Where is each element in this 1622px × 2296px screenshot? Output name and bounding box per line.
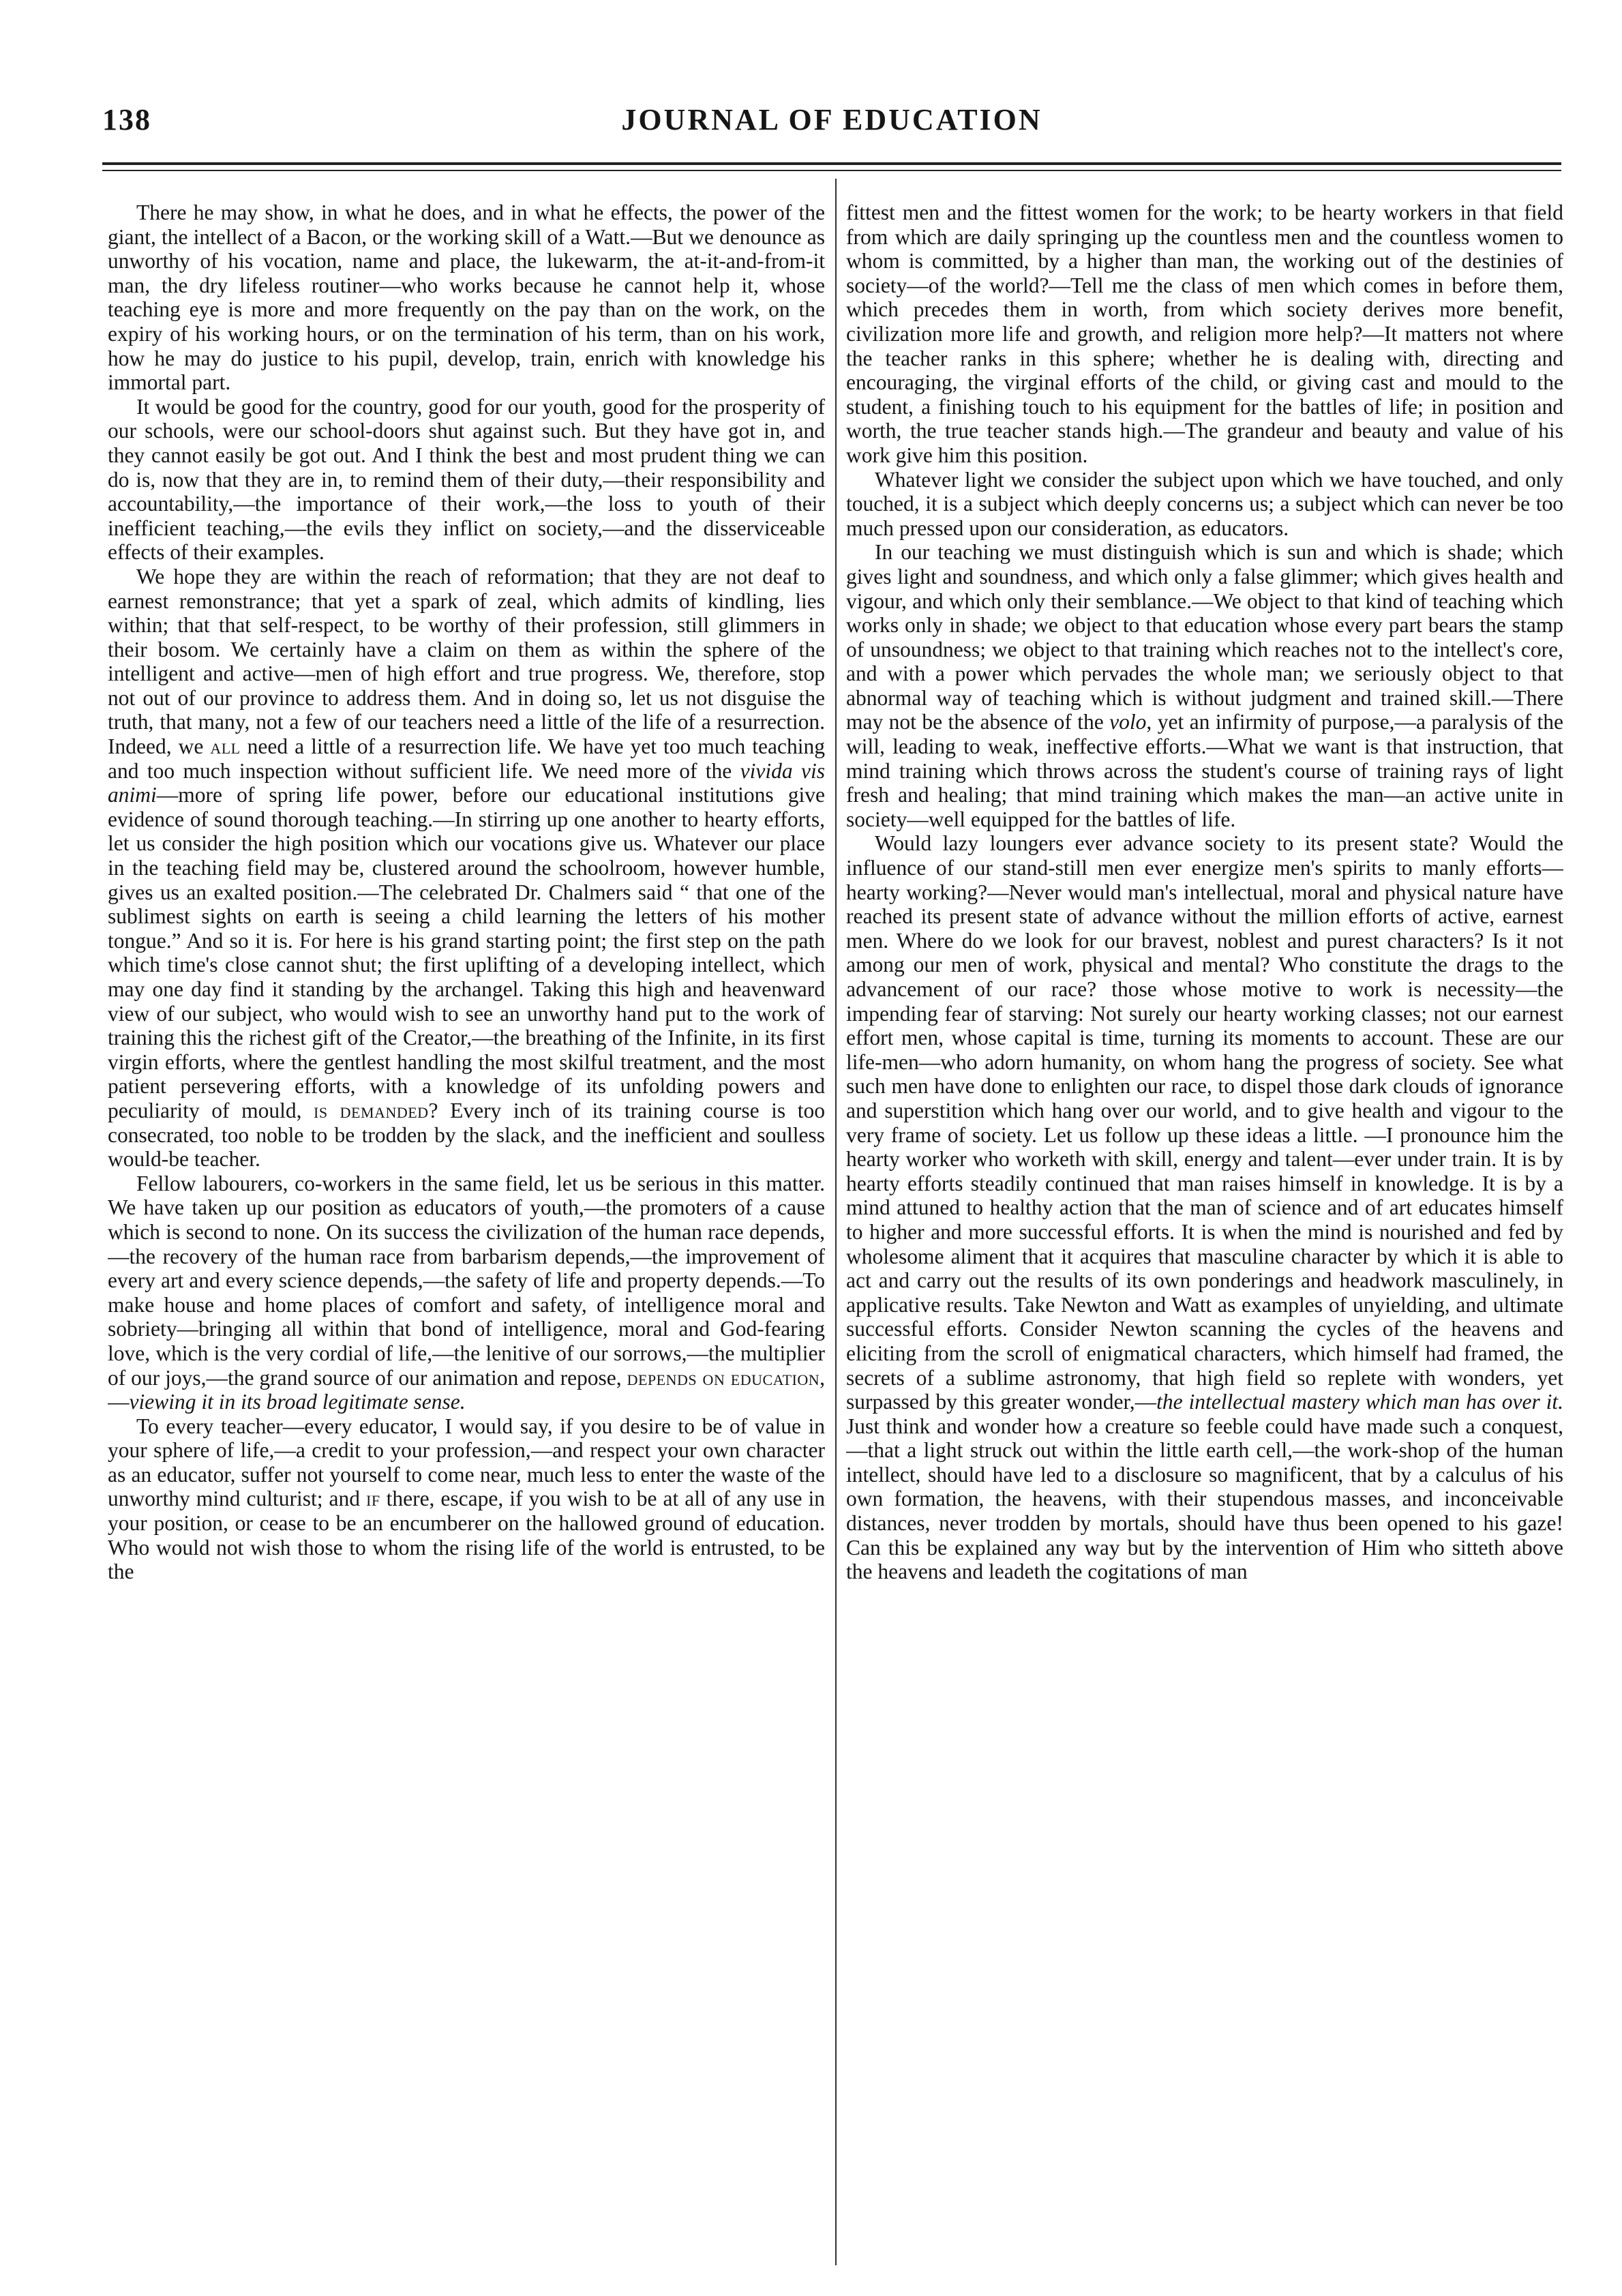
text-run: Just think and wonder how a creature so feeble could have made such a conquest,—that a light struck out within the little earth cell,—the work-shop of the human intellect, should have led to a disclosure so magnificent, that by a calculus of his own formation, the heavens, with their stupendous masses, and inconceivable distances, never trodden by mortals, should have thus been opened to his gaze! Can this be explained any way but by the intervention of Him who sitteth above the heavens and leadeth the cogitations of man [846,1414,1563,1584]
paragraph-continued: fittest men and the fittest women for the work; to be hearty workers in that field from which are daily springing up the countless men and the countless women to whom is committed, by a higher than man, the working out of the destinies of society—of the world?—Tell me the class of men which comes in before them, which precedes them in worth, from which society derives more benefit, civilization more life and growth, and religion more help?—It matters not where the teacher ranks in this sphere; whether he is dealing with, directing and encouraging, the virginal efforts of the child, or giving cast and mould to the student, a finishing touch to his equipment for the battles of life; in position and worth, the true teacher stands high.—The grandeur and beauty and value of his work give him this position. [846,200,1563,467]
paragraph [846,831,1563,1583]
paragraph [108,1414,825,1584]
text-run: ,— [108,1365,825,1414]
paragraph: There he may show, in what he does, and in what he effects, the power of the giant, the intellect of a Bacon, or the working skill of a Watt.—But we denounce as unworthy of his vocation, name and place, the lukewarm, the at-it-and-from-it man, the dry lifeless routiner—who works because he cannot help it, whose teaching eye is more and more frequently on the pay than on the work, on the expiry of his working hours, or on the termination of his term, than on his work, how he may do justice to his pupil, develop, train, enrich with knowledge his immortal part. [108,200,825,395]
paragraph [108,565,825,1172]
paragraph: It would be good for the country, good for our youth, good for the prosperity of our schools, were our school-doors shut against such. But they have got in, and they cannot easily be got out. And I think the best and most prudent thing we can do is, now that they are in, to remind them of their duty,—their responsibility and accountability,—the importance of their work,—the loss to youth of their inefficient teaching,—the evils they inflict on society,—and the disserviceable effects of their examples. [108,394,825,565]
text-run: need a little of a resurrection life. We have yet too much teaching and too much inspection without sufficient life. We need more of the [108,734,825,783]
emphasis-depends-on-education: depends on education [627,1365,820,1390]
text-run: Fellow labourers, co-workers in the same field, let us be serious in this matter. We have taken up our position as educators of youth,—the promoters of a cause which is second to none. On its success the civilization of the human race depends,—the recovery of the human race from barbarism depends,—the improvement of every art and every science depends,—the safety of life and property depends.—To make house and home places of comfort and safety, of intelligence moral and sobriety—bringing all within that bond of intelligence, moral and God-fearing love, which is the very cordial of life,—the lenitive of our sorrows,—the multiplier of our joys,—the grand source of our animation and repose, [108,1171,825,1390]
text-run: there, escape, if you wish to be at all of any use in your position, or cease to be an encumberer on the hallowed ground of education. Who would not wish those to whom the rising life of the world is entrusted, to be the [108,1487,825,1584]
right-column [846,200,1563,2267]
paragraph: Whatever light we consider the subject upon which we have touched, and only touched, it is a subject which deeply concerns us; a subject which can never be too much pressed upon our consideration, as educators. [846,467,1563,540]
emphasis-if: if [366,1487,380,1511]
latin-phrase: vivida vis animi [108,758,825,807]
text-run: To every teacher—every educator, I would say, if you desire to be of value in your sphere of life,—a credit to your profession,—and respect your own character as an educator, suffer not yourself to come near, much less to enter the waste of the unworthy mind culturist; and [108,1414,825,1511]
italic-phrase: the intellectual mastery which man has over it. [1156,1390,1563,1414]
column-divider [835,179,837,2265]
text-run: , yet an infirmity of purpose,—a paralysis of the will, leading to weak, ineffective efforts.—What we want is that instruction, that mind training which throws across the student's course of training rays of light fresh and healing; that mind training which makes the man—an active unite in society—well equipped for the battles of life. [846,710,1563,831]
emphasis-is-demanded: is demanded [314,1098,429,1122]
paragraph [108,1172,825,1414]
header-rule-thin [102,170,1561,171]
emphasis-all: all [210,734,241,759]
paragraph [846,540,1563,831]
header-rule-thick [102,162,1561,165]
text-run: ? Every inch of its training course is too consecrated, too noble to be trodden by the slack, and the inefficient and soulless would-be teacher. [108,1098,825,1172]
running-header [102,102,1561,157]
latin-word: volo [1109,710,1147,734]
text-run: We hope they are within the reach of reformation; that they are not deaf to earnest remonstrance; that yet a spark of zeal, which admits of kindling, lies within; that that self-respect, to be worthy of their profession, still glimmers in their bosom. We certainly have a claim on them as within the sphere of the intelligent and active—men of high effort and true progress. We, therefore, stop not out of our province to address them. And in doing so, let us not disguise the truth, that many, not a few of our teachers need a little of the life of a resurrection. Indeed, we [108,564,825,759]
italic-phrase: viewing it in its broad legitimate sense. [129,1390,466,1414]
left-column [108,200,825,2267]
running-title: JOURNAL OF EDUCATION [621,103,1042,136]
page-number: 138 [102,103,151,136]
text-run: Would lazy loungers ever advance society to its present state? Would the influence of our stand-still men ever energize men's spirits to manly efforts—hearty working?—Never would man's intellectual, moral and physical nature have reached its present state of advance without the million efforts of active, earnest men. Where do we look for our bravest, noblest and purest characters? Is it not among our men of work, physical and mental? Who constitute the drags to the advancement of our race? those whose motive to work is necessity—the impending fear of starving: Not surely our hearty working classes; not our earnest effort men, whose capital is time, turning its moments to account. These are our life-men—who adorn humanity, on whom hang the progress of society. See what such men have done to enlighten our race, to dispel those dark clouds of ignorance and superstition which hang over our world, and to give health and vigour to the very frame of society. Let us follow up these ideas a little. —I pronounce him the hearty worker who worketh with skill, energy and talent—ever under train. It is by hearty efforts steadily continued that man raises himself in knowledge. It is by a mind attuned to healthy action that the man of science and of art educates himself to higher and more successful efforts. It is when the mind is nourished and fed by wholesome aliment that it acquires that masculine character by which it is able to act and carry out the results of its own ponderings and headwork masculinely, in applicative results. Take Newton and Watt as examples of unyielding, and ultimate successful efforts. Consider Newton scanning the cycles of the heavens and eliciting from the scroll of enigmatical characters, which himself had framed, the secrets of a sublime astronomy, that high field so replete with wonders, yet surpassed by this greater wonder,— [846,831,1563,1414]
text-run: In our teaching we must distinguish which is sun and which is shade; which gives light and soundness, and which only a false glimmer; which gives health and vigour, and which only their semblance.—We object to that kind of teaching which works only in shade; we object to that education whose every part bears the stamp of unsoundness; we object to that training which reaches not to the intellect's core, and with a power which pervades the whole man; we seriously object to that abnormal way of teaching which is without judgment and trained skill.—There may not be the absence of the [846,540,1563,734]
text-run: —more of spring life power, before our educational institutions give evidence of sound thorough teaching.—In stirring up one another to hearty efforts, let us consider the high position which our vocations give us. Whatever our place in the teaching field may be, clustered around the schoolroom, however humble, gives us an exalted position.—The celebrated Dr. Chalmers said “ that one of the sublimest sights on earth is seeing a child learning the letters of his mother tongue.” And so it is. For here is his grand starting point; the first step on the path which time's close cannot shut; the first uplifting of a developing intellect, which may one day find it standing by the archangel. Taking this high and heavenward view of our subject, who would wish to see an unworthy hand put to the work of training this the richest gift of the Creator,—the breathing of the Infinite, in its first virgin efforts, where the gentlest handling the most skilful treatment, and the most patient persevering efforts, with a knowledge of its unfolding powers and peculiarity of mould, [108,783,825,1122]
